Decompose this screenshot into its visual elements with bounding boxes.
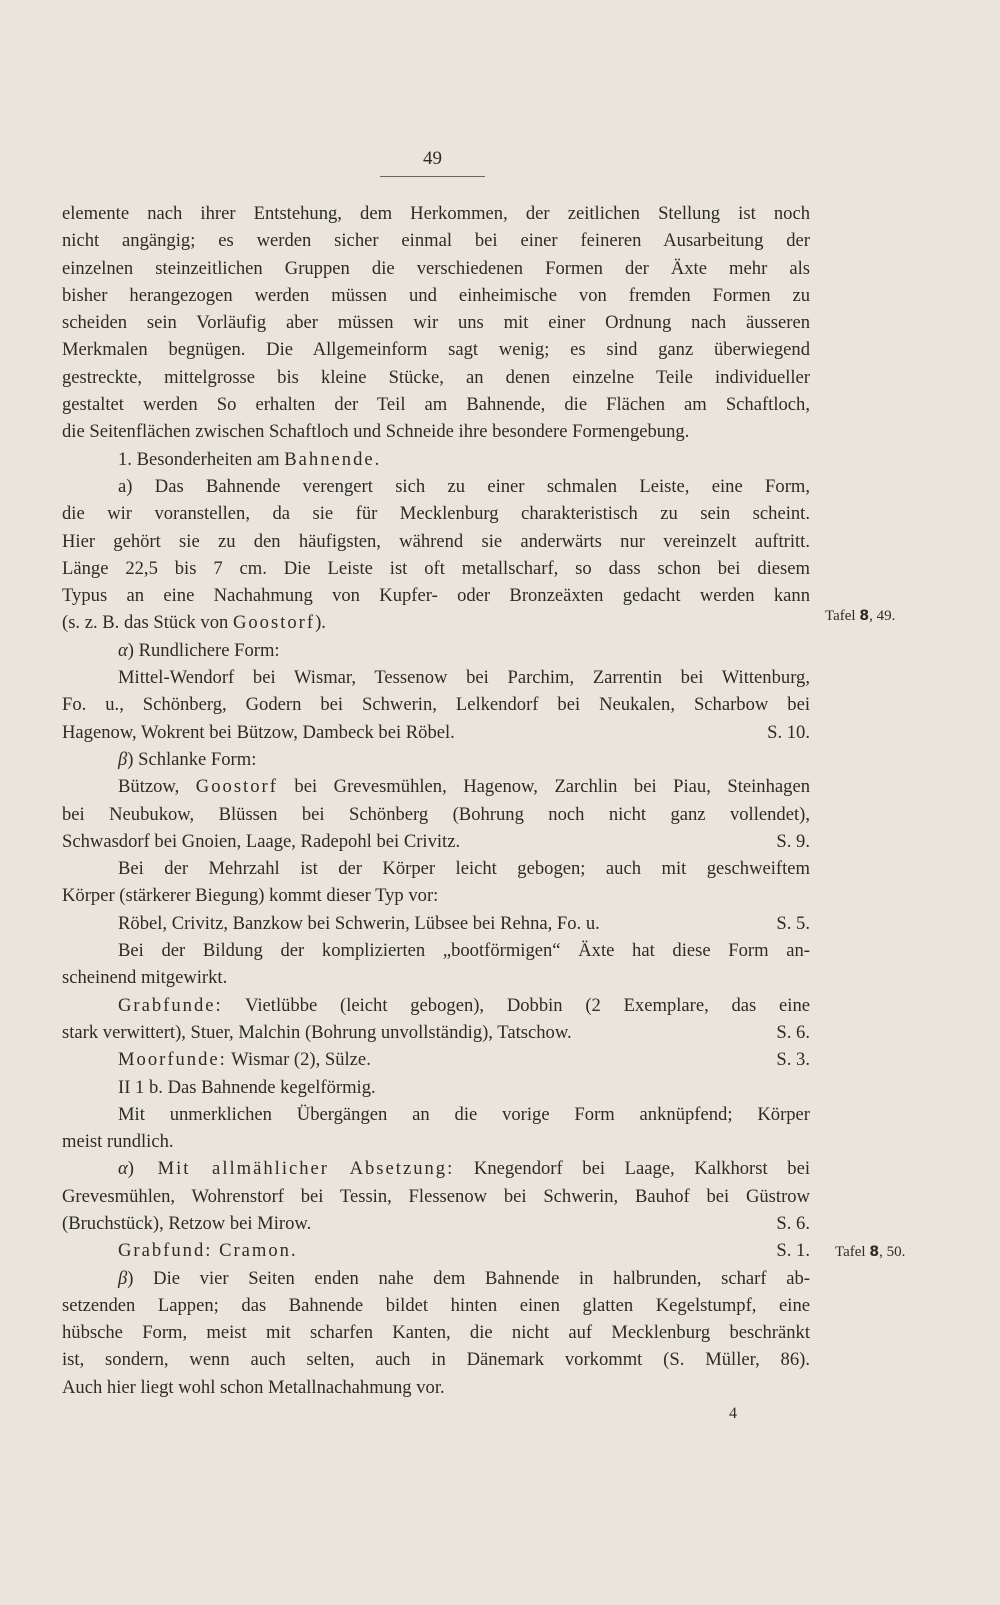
- text-run-spaced: Goostorf: [232, 612, 316, 634]
- text-line: meist rundlich.: [62, 1131, 174, 1153]
- subheading: [62, 746, 810, 773]
- text-run: Hagenow, Wokrent bei Bützow, Dambeck bei Röbel.: [62, 721, 455, 743]
- text-line: [62, 773, 810, 800]
- page-reference: S. 5.: [776, 912, 810, 934]
- text-line: [62, 1019, 810, 1046]
- section-heading: II 1 b. Das Bahnende kegelförmig.: [118, 1076, 376, 1098]
- text-line: Merkmalen begnügen. Die Allgemeinform sagt wenig; es sind ganz überwiegend: [62, 339, 810, 361]
- text-run: Knegendorf bei Laage, Kalkhorst bei: [454, 1158, 810, 1180]
- text-line: Mittel-Wendorf bei Wismar, Tessenow bei Parchim, Zarrentin bei Wittenburg,: [118, 667, 810, 689]
- text-line: [62, 910, 810, 937]
- margin-note-rest: , 49.: [869, 608, 896, 624]
- text-run: Bützow,: [118, 776, 196, 798]
- page-reference: S. 3.: [776, 1049, 810, 1071]
- subheading-label: ) Schlanke Form:: [127, 748, 257, 770]
- text-line: Typus an eine Nachahmung von Kupfer- oder Bronzeäxten gedacht werden kann: [62, 585, 810, 607]
- text-line: scheiden sein Vorläufig aber müssen wir uns mit einer Ordnung nach äusseren: [62, 312, 810, 334]
- text-line: nicht angängig; es werden sicher einmal bei einer feineren Ausarbeitung der: [62, 230, 810, 252]
- text-run-spaced: Grabfund: Cramon.: [118, 1240, 298, 1262]
- greek-marker: β: [118, 1267, 128, 1289]
- text-line: die Seitenflächen zwischen Schaftloch und Schneide ihre besondere Formengebung.: [62, 421, 690, 443]
- text-line: Körper (stärkerer Biegung) kommt dieser Typ vor:: [62, 885, 439, 907]
- page-reference: S. 10.: [767, 721, 810, 743]
- margin-note-word: Tafel: [835, 1244, 866, 1260]
- text-line: [62, 1237, 810, 1264]
- text-line: bisher herangezogen werden müssen und einheimische von fremden Formen zu: [62, 284, 810, 306]
- margin-note-tafel: [835, 1244, 905, 1261]
- page-reference: S. 6.: [776, 1021, 810, 1043]
- text-run-spaced: Moorfunde:: [118, 1049, 227, 1071]
- text-line: Fo. u., Schönberg, Godern bei Schwerin, Lelkendorf bei Neukalen, Scharbow bei: [62, 694, 810, 716]
- text-line: Länge 22,5 bis 7 cm. Die Leiste ist oft metallscharf, so dass schon bei diesem: [62, 557, 810, 579]
- subheading: [62, 637, 810, 664]
- page-reference: S. 6.: [776, 1212, 810, 1234]
- text-line: [62, 1155, 810, 1182]
- text-run: Röbel, Crivitz, Banzkow bei Schwerin, Lübsee bei Rehna, Fo. u.: [118, 912, 600, 934]
- subheading-label: ) Rundlichere Form:: [127, 639, 280, 661]
- text-line: ist, sondern, wenn auch selten, auch in Dänemark vorkommt (S. Müller, 86).: [62, 1349, 810, 1371]
- text-line: Bei der Mehrzahl ist der Körper leicht gebogen; auch mit geschweiftem: [118, 858, 810, 880]
- page-reference: S. 9.: [776, 830, 810, 852]
- text-line: [62, 992, 810, 1019]
- text-line: Mit unmerklichen Übergängen an die vorige Form anknüpfend; Körper: [118, 1103, 810, 1125]
- text-line: [62, 828, 810, 855]
- body-text: [62, 200, 810, 1401]
- text-run-spaced: Grabfunde:: [118, 994, 223, 1016]
- text-line: a) Das Bahnende verengert sich zu einer schmalen Leiste, eine Form,: [118, 475, 810, 497]
- page-reference: S. 1.: [776, 1240, 810, 1262]
- text-run-spaced: Goostorf: [195, 776, 278, 798]
- text-line: [62, 1210, 810, 1237]
- greek-marker: β: [118, 748, 128, 770]
- text-run: Wismar (2), Sülze.: [226, 1049, 371, 1071]
- text-line: elemente nach ihrer Entstehung, dem Herkommen, der zeitlichen Stellung ist noch: [62, 203, 810, 224]
- signature-mark: 4: [729, 1405, 737, 1422]
- heading-spaced: Bahnende.: [284, 448, 382, 470]
- greek-marker: α: [118, 1158, 128, 1180]
- page-number: 49: [380, 148, 485, 177]
- margin-note-number: 8: [859, 608, 870, 624]
- text-line: setzenden Lappen; das Bahnende bildet hinten einen glatten Kegelstumpf, eine: [62, 1294, 810, 1316]
- text-run: Schwasdorf bei Gnoien, Laage, Radepohl bei Crivitz.: [62, 830, 461, 852]
- text-run: (Bruchstück), Retzow bei Mirow.: [62, 1212, 312, 1234]
- text-line: Grevesmühlen, Wohrenstorf bei Tessin, Flessenow bei Schwerin, Bauhof bei Güstrow: [62, 1185, 810, 1207]
- text-line: [62, 1046, 810, 1073]
- text-run: Vietlübbe (leicht gebogen), Dobbin (2 Exemplare, das eine: [222, 994, 810, 1016]
- section-heading: [62, 446, 810, 473]
- text-line: hübsche Form, meist mit scharfen Kanten, die nicht auf Mecklenburg beschränkt: [62, 1322, 810, 1344]
- greek-marker: α: [118, 639, 128, 661]
- text-line: gestreckte, mittelgrosse bis kleine Stücke, an denen einzelne Teile individueller: [62, 366, 810, 388]
- text-line: [62, 719, 810, 746]
- text-line: einzelnen steinzeitlichen Gruppen die verschiedenen Formen der Äxte mehr als: [62, 257, 810, 279]
- text-line: bei Neubukow, Blüssen bei Schönberg (Bohrung noch nicht ganz vollendet),: [62, 803, 810, 825]
- text-line: scheinend mitgewirkt.: [62, 967, 228, 989]
- text-run-spaced: ) Mit allmählicher Absetzung:: [127, 1158, 455, 1180]
- margin-note-word: Tafel: [825, 608, 856, 624]
- margin-note-number: 8: [869, 1244, 880, 1260]
- margin-note-tafel: [825, 608, 895, 625]
- text-line: die wir voranstellen, da sie für Mecklenburg charakteristisch zu sein scheint.: [62, 503, 810, 525]
- margin-note-rest: , 50.: [879, 1244, 906, 1260]
- text-line: [62, 609, 810, 636]
- text-line: Hier gehört sie zu den häufigsten, während sie anderwärts nur vereinzelt auftritt.: [62, 530, 810, 552]
- text-line: [62, 1265, 810, 1292]
- text-line: Auch hier liegt wohl schon Metallnachahmung vor.: [62, 1376, 445, 1398]
- heading-prefix: 1. Besonderheiten am: [118, 448, 285, 470]
- text-run: stark verwittert), Stuer, Malchin (Bohrung unvollständig), Tatschow.: [62, 1021, 572, 1043]
- text-run: (s. z. B. das Stück von: [62, 612, 233, 634]
- text-run: ) Die vier Seiten enden nahe dem Bahnende in halbrunden, scharf ab-: [127, 1267, 810, 1289]
- text-run: ).: [315, 612, 326, 634]
- text-run: bei Grevesmühlen, Hagenow, Zarchlin bei Piau, Steinhagen: [277, 776, 810, 798]
- text-line: gestaltet werden So erhalten der Teil am Bahnende, die Flächen am Schaftloch,: [62, 394, 810, 416]
- text-line: Bei der Bildung der komplizierten „bootförmigen“ Äxte hat diese Form an-: [118, 940, 810, 962]
